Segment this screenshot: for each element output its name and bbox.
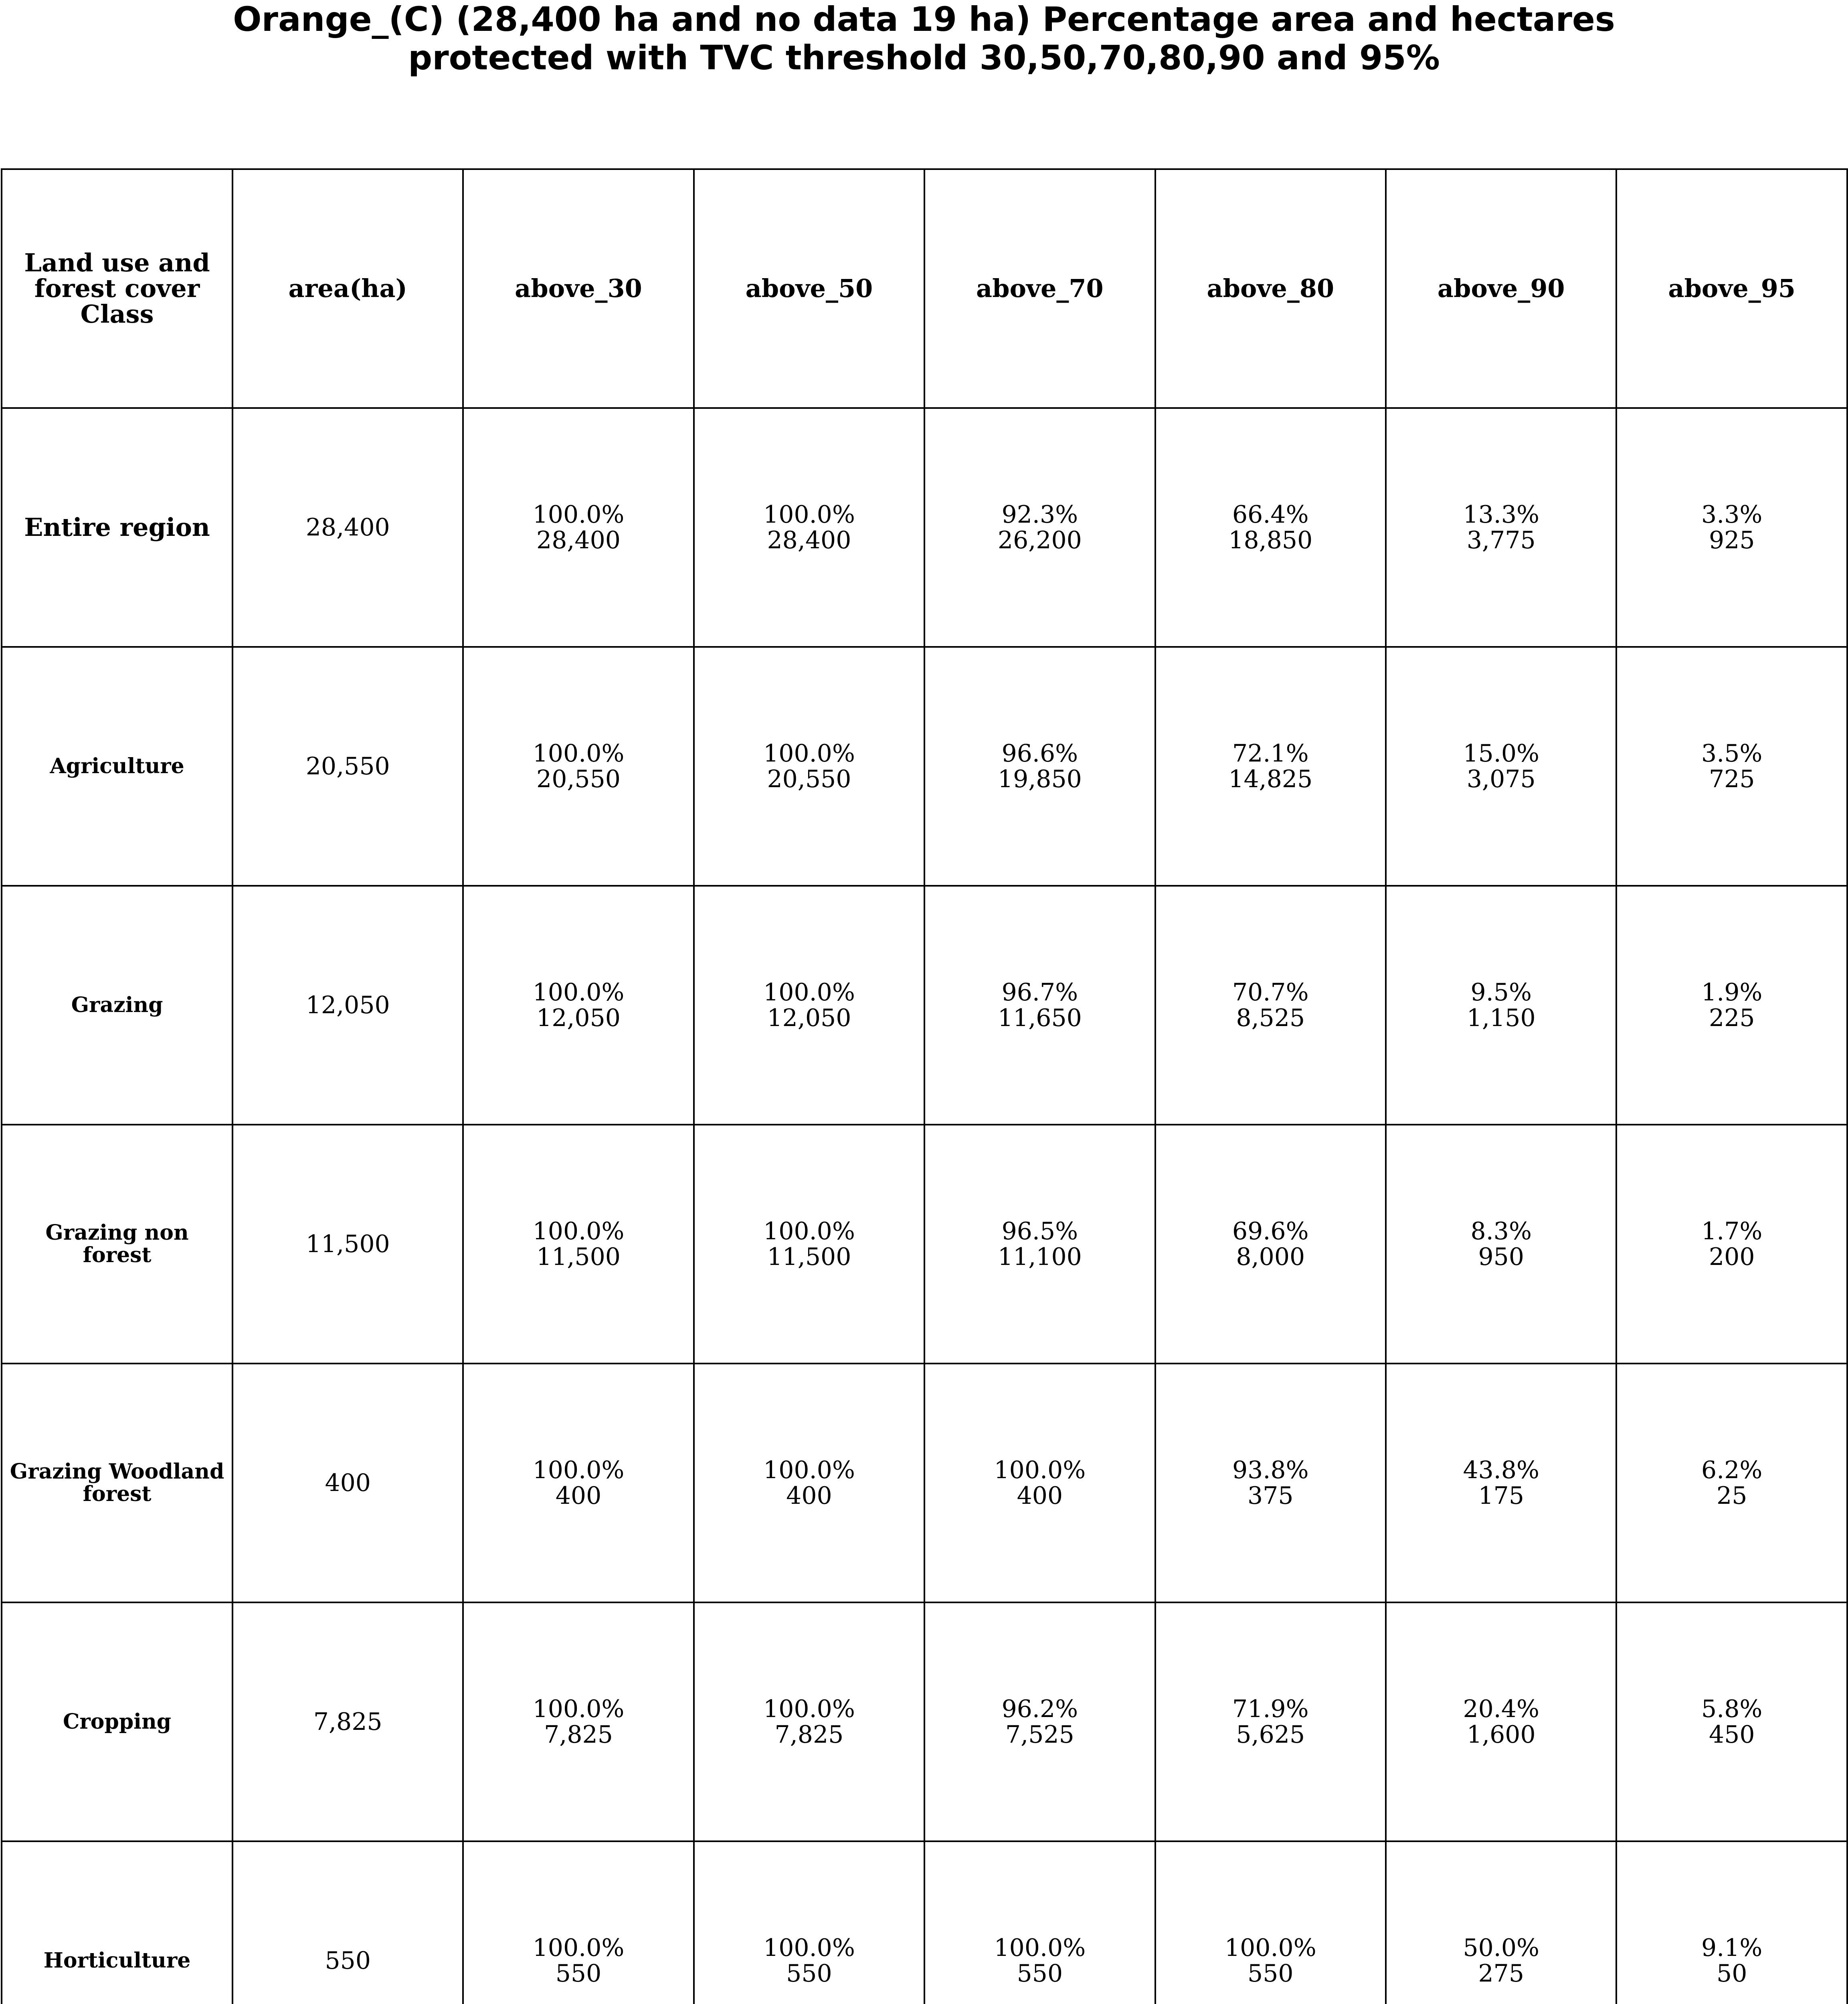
value-cell: 93.8% 375 [1155, 1364, 1386, 1602]
title-line-1: Orange_(C) (28,400 ha and no data 19 ha) Percentage area and hectares [233, 0, 1615, 39]
value-cell: 100.0% 7,825 [463, 1602, 694, 1841]
value-cell: 13.3% 3,775 [1386, 408, 1616, 647]
value-cell: 92.3% 26,200 [924, 408, 1155, 647]
value-cell: 100.0% 550 [694, 1841, 924, 2004]
table-row [2, 1841, 1847, 2004]
header-threshold: above_90 [1386, 169, 1616, 408]
value-cell: 100.0% 20,550 [694, 647, 924, 886]
area-cell: 400 [233, 1364, 463, 1602]
header-threshold: above_30 [463, 169, 694, 408]
header-area: area(ha) [233, 169, 463, 408]
table-row [2, 1602, 1847, 1841]
header-threshold: above_95 [1616, 169, 1847, 408]
value-cell: 43.8% 175 [1386, 1364, 1616, 1602]
value-cell: 9.5% 1,150 [1386, 886, 1616, 1125]
value-cell: 66.4% 18,850 [1155, 408, 1386, 647]
value-cell: 71.9% 5,625 [1155, 1602, 1386, 1841]
value-cell: 100.0% 550 [463, 1841, 694, 2004]
class-cell: Grazing Woodland forest [2, 1364, 233, 1602]
area-cell: 12,050 [233, 886, 463, 1125]
table-row [2, 647, 1847, 886]
value-cell: 100.0% 7,825 [694, 1602, 924, 1841]
value-cell: 69.6% 8,000 [1155, 1125, 1386, 1364]
area-cell: 20,550 [233, 647, 463, 886]
class-cell: Cropping [2, 1602, 233, 1841]
value-cell: 96.2% 7,525 [924, 1602, 1155, 1841]
value-cell: 3.3% 925 [1616, 408, 1847, 647]
value-cell: 3.5% 725 [1616, 647, 1847, 886]
table-row [2, 408, 1847, 647]
class-cell: Grazing [2, 886, 233, 1125]
class-cell: Agriculture [2, 647, 233, 886]
table-row [2, 1125, 1847, 1364]
value-cell: 100.0% 12,050 [463, 886, 694, 1125]
value-cell: 20.4% 1,600 [1386, 1602, 1616, 1841]
value-cell: 100.0% 400 [694, 1364, 924, 1602]
value-cell: 9.1% 50 [1616, 1841, 1847, 2004]
value-cell: 100.0% 11,500 [463, 1125, 694, 1364]
value-cell: 100.0% 20,550 [463, 647, 694, 886]
table-row [2, 1364, 1847, 1602]
header-row [2, 169, 1847, 408]
value-cell: 100.0% 12,050 [694, 886, 924, 1125]
value-cell: 100.0% 550 [924, 1841, 1155, 2004]
value-cell: 100.0% 28,400 [694, 408, 924, 647]
header-threshold: above_80 [1155, 169, 1386, 408]
area-cell: 28,400 [233, 408, 463, 647]
value-cell: 96.6% 19,850 [924, 647, 1155, 886]
value-cell: 1.7% 200 [1616, 1125, 1847, 1364]
value-cell: 100.0% 400 [463, 1364, 694, 1602]
value-cell: 8.3% 950 [1386, 1125, 1616, 1364]
class-cell: Entire region [2, 408, 233, 647]
value-cell: 50.0% 275 [1386, 1841, 1616, 2004]
value-cell: 6.2% 25 [1616, 1364, 1847, 1602]
header-threshold: above_50 [694, 169, 924, 408]
value-cell: 70.7% 8,525 [1155, 886, 1386, 1125]
value-cell: 96.7% 11,650 [924, 886, 1155, 1125]
area-cell: 7,825 [233, 1602, 463, 1841]
page-title [0, 0, 1848, 77]
title-line-2: protected with TVC threshold 30,50,70,80,90 and 95% [408, 38, 1440, 77]
value-cell: 1.9% 225 [1616, 886, 1847, 1125]
value-cell: 96.5% 11,100 [924, 1125, 1155, 1364]
class-cell: Horticulture [2, 1841, 233, 2004]
header-class: Land use and forest cover Class [2, 169, 233, 408]
value-cell: 100.0% 400 [924, 1364, 1155, 1602]
value-cell: 15.0% 3,075 [1386, 647, 1616, 886]
area-cell: 11,500 [233, 1125, 463, 1364]
value-cell: 5.8% 450 [1616, 1602, 1847, 1841]
value-cell: 100.0% 550 [1155, 1841, 1386, 2004]
value-cell: 100.0% 11,500 [694, 1125, 924, 1364]
table-row [2, 886, 1847, 1125]
area-cell: 550 [233, 1841, 463, 2004]
class-cell: Grazing non forest [2, 1125, 233, 1364]
header-threshold: above_70 [924, 169, 1155, 408]
data-table [1, 168, 1848, 2004]
value-cell: 100.0% 28,400 [463, 408, 694, 647]
value-cell: 72.1% 14,825 [1155, 647, 1386, 886]
